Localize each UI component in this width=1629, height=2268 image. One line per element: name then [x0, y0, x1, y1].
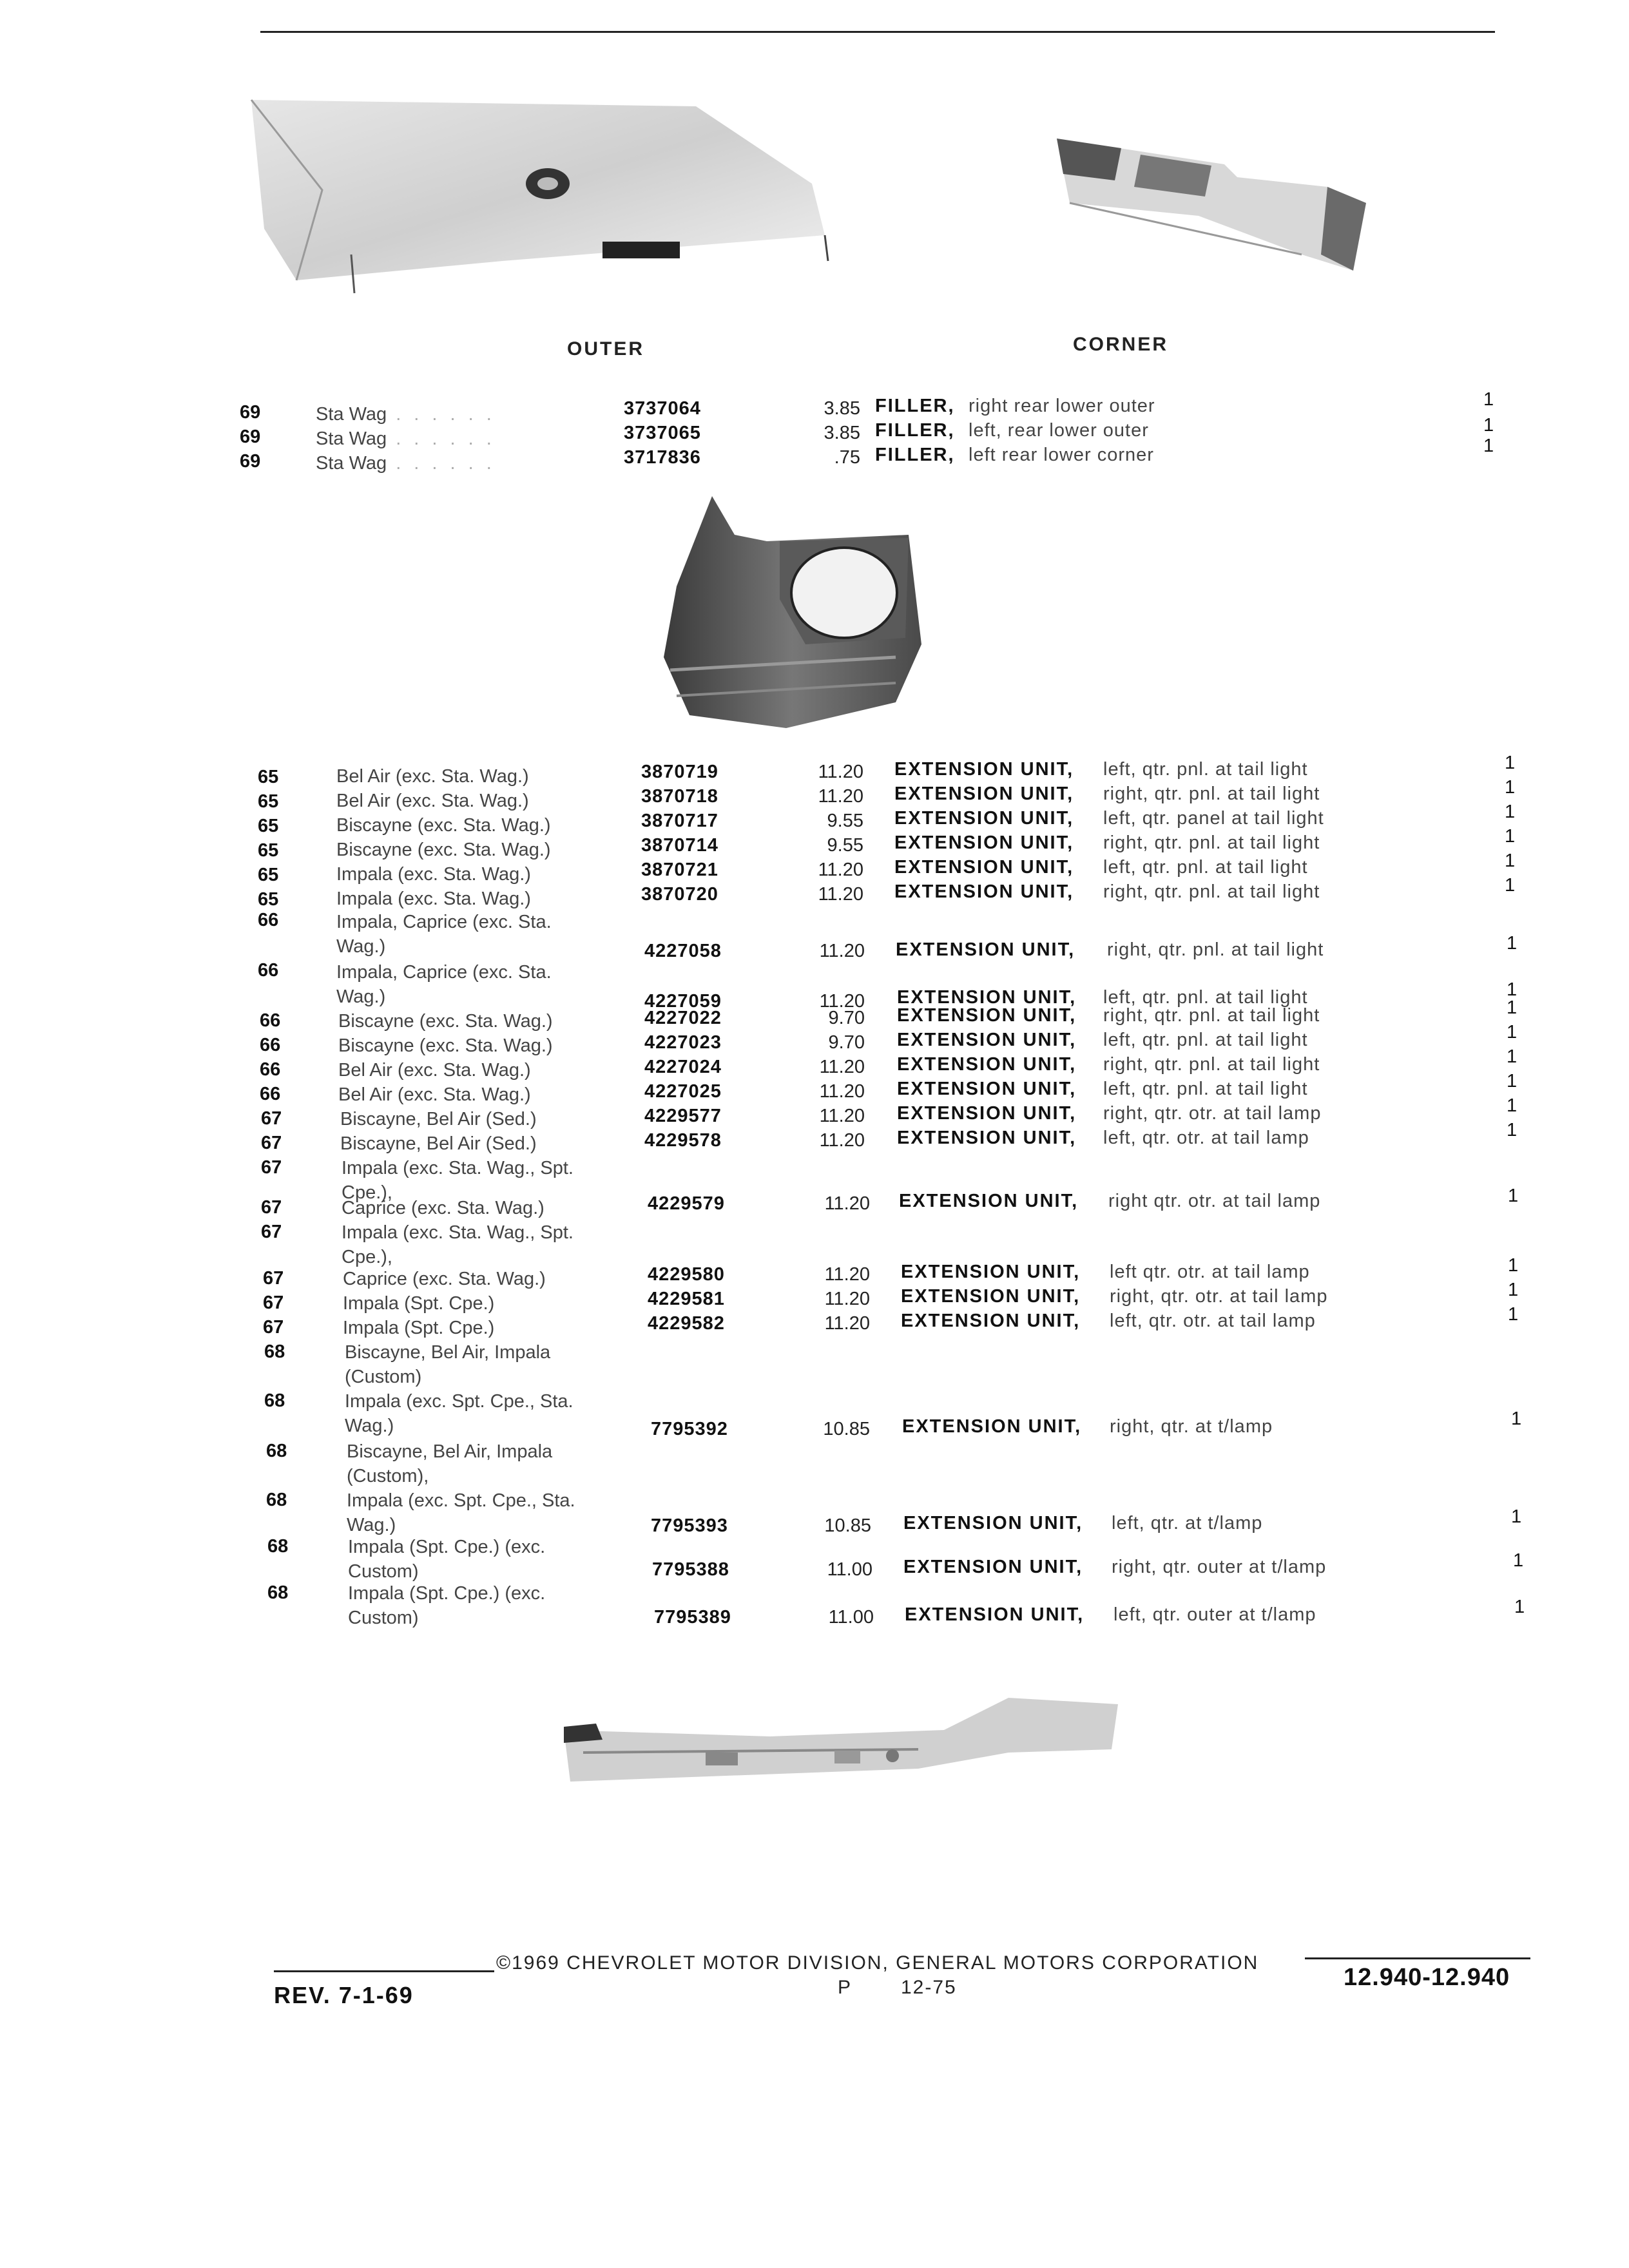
- application-cell: Impala, Caprice (exc. Sta. Wag.): [336, 912, 552, 957]
- quantity-cell: 1: [1507, 1120, 1518, 1140]
- price-cell: 11.20: [819, 1106, 865, 1126]
- quantity-cell: 1: [1505, 826, 1516, 847]
- part-number-cell: 4227059: [644, 991, 722, 1012]
- description-cell: right, qtr. otr. at tail lamp: [1110, 1286, 1328, 1307]
- table-row: [0, 1582, 1629, 1634]
- price-cell: 10.85: [824, 1515, 871, 1536]
- part-number-cell: 3870721: [641, 860, 718, 880]
- description-cell: right rear lower outer: [969, 396, 1155, 416]
- price-cell: 11.20: [818, 786, 863, 807]
- part-number-cell: 3870717: [641, 811, 718, 831]
- application-cell: Impala (exc. Sta. Wag., Spt. Cpe.),: [342, 1158, 574, 1203]
- description-cell: left, qtr. pnl. at tail light: [1103, 1030, 1308, 1050]
- price-cell: 11.20: [824, 1264, 870, 1285]
- price-cell: 9.55: [827, 835, 863, 856]
- part-name-cell: EXTENSION UNIT,: [897, 1103, 1077, 1124]
- part-name-cell: FILLER,: [875, 420, 955, 441]
- price-cell: 3.85: [824, 423, 860, 443]
- application-cell: Bel Air (exc. Sta. Wag.): [336, 766, 529, 787]
- part-number-cell: 4229577: [644, 1106, 722, 1126]
- application-cell: Impala (exc. Spt. Cpe., Sta. Wag.): [347, 1490, 575, 1535]
- year-cell: 68: [266, 1490, 287, 1510]
- application-cell: Caprice (exc. Sta. Wag.): [342, 1198, 545, 1218]
- part-name-cell: EXTENSION UNIT,: [903, 1513, 1083, 1533]
- price-cell: 3.85: [824, 398, 860, 419]
- part-name-cell: EXTENSION UNIT,: [897, 987, 1077, 1008]
- application-cell: Biscayne (exc. Sta. Wag.): [336, 840, 551, 860]
- application-cell: Biscayne, Bel Air (Sed.): [340, 1109, 537, 1129]
- quantity-cell: 1: [1505, 753, 1516, 773]
- price-cell: 11.00: [827, 1559, 872, 1580]
- quantity-cell: 1: [1507, 933, 1518, 954]
- table-row: [0, 1341, 1629, 1393]
- application-cell: Impala (Spt. Cpe.): [343, 1318, 495, 1338]
- description-cell: right, qtr. pnl. at tail light: [1103, 881, 1320, 902]
- part-number-cell: 4229580: [648, 1264, 725, 1285]
- quantity-cell: 1: [1507, 979, 1518, 1000]
- description-cell: left, rear lower outer: [969, 420, 1149, 441]
- quantity-cell: 1: [1505, 802, 1516, 822]
- corner-filler-illustration: [1044, 126, 1379, 280]
- quantity-cell: 1: [1508, 1186, 1519, 1206]
- part-name-cell: FILLER,: [875, 445, 955, 465]
- part-name-cell: EXTENSION UNIT,: [903, 1557, 1083, 1577]
- year-cell: 68: [264, 1341, 285, 1362]
- quantity-cell: 1: [1507, 1022, 1518, 1043]
- quantity-cell: 1: [1483, 415, 1494, 436]
- year-cell: 67: [261, 1157, 282, 1178]
- year-cell: 66: [260, 1010, 281, 1031]
- application-cell: Impala (Spt. Cpe.): [343, 1293, 495, 1314]
- part-number-cell: 3737065: [624, 423, 701, 443]
- description-cell: right qtr. otr. at tail lamp: [1108, 1191, 1321, 1211]
- year-cell: 65: [258, 889, 279, 910]
- description-cell: left, qtr. pnl. at tail light: [1103, 759, 1308, 780]
- description-cell: left, qtr. pnl. at tail light: [1103, 987, 1308, 1008]
- application-cell: Biscayne, Bel Air, Impala (Custom),: [347, 1441, 553, 1486]
- part-number-cell: 3717836: [624, 447, 701, 468]
- table-row: [0, 960, 1629, 1012]
- year-cell: 66: [260, 1035, 281, 1055]
- year-cell: 65: [258, 767, 279, 787]
- table-row: [0, 1441, 1629, 1492]
- price-cell: 11.20: [819, 1057, 865, 1077]
- quantity-cell: 1: [1483, 436, 1494, 456]
- part-number-cell: 7795389: [654, 1607, 731, 1628]
- year-cell: 67: [263, 1293, 284, 1313]
- year-cell: 67: [261, 1222, 282, 1242]
- description-cell: right, qtr. pnl. at tail light: [1103, 783, 1320, 804]
- quantity-cell: 1: [1505, 777, 1516, 798]
- part-name-cell: EXTENSION UNIT,: [894, 783, 1074, 804]
- application-cell: Impala (Spt. Cpe.) (exc. Custom): [348, 1583, 546, 1628]
- price-cell: 11.20: [819, 1130, 865, 1151]
- description-cell: right, qtr. otr. at tail lamp: [1103, 1103, 1322, 1124]
- year-cell: 65: [258, 865, 279, 885]
- part-number-cell: 4227025: [644, 1081, 722, 1102]
- application-cell: Bel Air (exc. Sta. Wag.): [336, 791, 529, 811]
- year-cell: 67: [263, 1317, 284, 1338]
- outer-filler-illustration: [245, 87, 851, 300]
- page-number: 12-75: [901, 1977, 957, 1998]
- price-cell: 11.20: [819, 1081, 865, 1102]
- part-name-cell: EXTENSION UNIT,: [897, 1079, 1077, 1099]
- year-cell: 67: [261, 1108, 282, 1129]
- year-cell: 67: [261, 1197, 282, 1218]
- description-cell: right, qtr. pnl. at tail light: [1103, 832, 1320, 853]
- part-number-cell: 7795388: [652, 1559, 729, 1580]
- year-cell: 67: [263, 1268, 284, 1289]
- price-cell: 11.20: [819, 991, 865, 1012]
- year-cell: 65: [258, 816, 279, 836]
- top-rule: [260, 31, 1495, 33]
- year-cell: 68: [267, 1536, 289, 1557]
- part-number-cell: 3870718: [641, 786, 718, 807]
- price-cell: .75: [834, 447, 860, 468]
- part-number-cell: 7795393: [651, 1515, 728, 1536]
- quantity-cell: 1: [1483, 389, 1494, 410]
- application-cell: Impala, Caprice (exc. Sta. Wag.): [336, 962, 552, 1007]
- part-number-cell: 7795392: [651, 1419, 728, 1439]
- price-cell: 9.70: [828, 1008, 865, 1028]
- quantity-cell: 1: [1507, 1095, 1518, 1116]
- caption-outer: OUTER: [567, 338, 644, 360]
- table-row: [0, 436, 1629, 497]
- part-name-cell: EXTENSION UNIT,: [894, 832, 1074, 853]
- year-cell: 69: [240, 451, 261, 472]
- price-cell: 9.55: [827, 811, 863, 831]
- price-cell: 11.20: [818, 762, 863, 782]
- description-cell: left, qtr. pnl. at tail light: [1103, 857, 1308, 878]
- table-row: [0, 1536, 1629, 1588]
- part-name-cell: EXTENSION UNIT,: [901, 1286, 1081, 1307]
- description-cell: right, qtr. pnl. at tail light: [1103, 1054, 1320, 1075]
- application-cell: Bel Air (exc. Sta. Wag.): [338, 1084, 531, 1105]
- application-cell: Impala (exc. Sta. Wag., Spt. Cpe.),: [342, 1222, 574, 1267]
- price-cell: 11.20: [819, 941, 865, 961]
- application-cell: Biscayne (exc. Sta. Wag.): [336, 815, 551, 836]
- description-cell: left, qtr. pnl. at tail light: [1103, 1079, 1308, 1099]
- application-cell: Impala (exc. Spt. Cpe., Sta. Wag.): [345, 1391, 574, 1436]
- part-number-cell: 4229582: [648, 1313, 725, 1334]
- application-cell: Sta Wag . . .: [316, 427, 599, 451]
- part-number-cell: 4227022: [644, 1008, 722, 1028]
- group-range: 12.940-12.940: [1344, 1964, 1510, 1991]
- application-cell: Biscayne (exc. Sta. Wag.): [338, 1035, 553, 1056]
- year-cell: 66: [260, 1084, 281, 1104]
- quantity-cell: 1: [1507, 997, 1518, 1018]
- description-cell: right, qtr. at t/lamp: [1110, 1416, 1273, 1437]
- part-number-cell: 3870720: [641, 884, 718, 905]
- application-cell: Biscayne, Bel Air, Impala (Custom): [345, 1342, 551, 1387]
- description-cell: left, qtr. otr. at tail lamp: [1110, 1311, 1316, 1331]
- part-number-cell: 4229581: [648, 1289, 725, 1309]
- part-number-cell: 3737064: [624, 398, 701, 419]
- footer-rule-left: [274, 1970, 494, 1972]
- year-cell: 66: [258, 910, 279, 930]
- price-cell: 11.20: [824, 1313, 870, 1334]
- table-row: [0, 1390, 1629, 1442]
- table-row: [0, 1490, 1629, 1541]
- description-cell: left, qtr. panel at tail light: [1103, 808, 1324, 829]
- footer-rule-right: [1305, 1957, 1530, 1959]
- part-name-cell: EXTENSION UNIT,: [901, 1262, 1081, 1282]
- part-number-cell: 4227024: [644, 1057, 722, 1077]
- quantity-cell: 1: [1507, 1071, 1518, 1091]
- part-name-cell: EXTENSION UNIT,: [894, 857, 1074, 878]
- description-cell: right, qtr. pnl. at tail light: [1107, 939, 1324, 960]
- application-cell: Sta Wag . . .: [316, 402, 599, 427]
- caption-corner: CORNER: [1073, 334, 1169, 355]
- description-cell: right, qtr. outer at t/lamp: [1112, 1557, 1327, 1577]
- price-cell: 11.20: [818, 860, 863, 880]
- quantity-cell: 1: [1508, 1304, 1519, 1325]
- application-cell: Caprice (exc. Sta. Wag.): [343, 1269, 546, 1289]
- part-name-cell: EXTENSION UNIT,: [894, 808, 1074, 829]
- quantity-cell: 1: [1511, 1408, 1522, 1429]
- part-number-cell: 3870719: [641, 762, 718, 782]
- part-number-cell: 4227058: [644, 941, 722, 961]
- copyright-text: ©1969 CHEVROLET MOTOR DIVISION, GENERAL MOTORS CORPORATION: [496, 1952, 1259, 1974]
- quantity-cell: 1: [1513, 1550, 1524, 1571]
- application-cell: Bel Air (exc. Sta. Wag.): [338, 1060, 531, 1081]
- description-cell: left, qtr. outer at t/lamp: [1113, 1604, 1316, 1625]
- part-name-cell: EXTENSION UNIT,: [905, 1604, 1084, 1625]
- part-number-cell: 4229579: [648, 1193, 725, 1214]
- year-cell: 66: [258, 960, 279, 981]
- year-cell: 67: [261, 1133, 282, 1153]
- quantity-cell: 1: [1508, 1255, 1519, 1276]
- quantity-cell: 1: [1508, 1280, 1519, 1300]
- price-cell: 9.70: [828, 1032, 865, 1053]
- description-cell: left rear lower corner: [969, 445, 1154, 465]
- application-cell: Impala (exc. Sta. Wag.): [336, 864, 531, 885]
- part-name-cell: EXTENSION UNIT,: [894, 881, 1074, 902]
- extension-unit-illustration: [651, 490, 947, 735]
- part-name-cell: EXTENSION UNIT,: [896, 939, 1075, 960]
- quantity-cell: 1: [1514, 1597, 1525, 1617]
- price-cell: 10.85: [823, 1419, 870, 1439]
- part-number-cell: 3870714: [641, 835, 718, 856]
- quantity-cell: 1: [1511, 1506, 1522, 1527]
- table-row: [0, 910, 1629, 961]
- part-name-cell: EXTENSION UNIT,: [901, 1311, 1081, 1331]
- year-cell: 68: [267, 1582, 289, 1603]
- quantity-cell: 1: [1507, 1046, 1518, 1067]
- revision-label: REV. 7-1-69: [274, 1982, 414, 2008]
- page-prefix: P: [838, 1977, 853, 1998]
- part-name-cell: EXTENSION UNIT,: [897, 1030, 1077, 1050]
- description-cell: right, qtr. pnl. at tail light: [1103, 1005, 1320, 1026]
- description-cell: left, qtr. otr. at tail lamp: [1103, 1128, 1309, 1148]
- year-cell: 65: [258, 791, 279, 812]
- part-name-cell: EXTENSION UNIT,: [902, 1416, 1082, 1437]
- part-name-cell: EXTENSION UNIT,: [897, 1005, 1077, 1026]
- price-cell: 11.00: [828, 1607, 874, 1628]
- price-cell: 11.20: [818, 884, 863, 905]
- quantity-cell: 1: [1505, 850, 1516, 871]
- price-cell: 11.20: [824, 1193, 870, 1214]
- application-cell: Sta Wag . . .: [316, 451, 599, 476]
- part-name-cell: EXTENSION UNIT,: [897, 1054, 1077, 1075]
- price-cell: 11.20: [824, 1289, 870, 1309]
- application-cell: Impala (Spt. Cpe.) (exc. Custom): [348, 1537, 546, 1582]
- description-cell: left qtr. otr. at tail lamp: [1110, 1262, 1310, 1282]
- year-cell: 66: [260, 1059, 281, 1080]
- year-cell: 68: [266, 1441, 287, 1461]
- part-name-cell: FILLER,: [875, 396, 955, 416]
- extension-rail-illustration: [557, 1691, 1124, 1788]
- year-cell: 65: [258, 840, 279, 861]
- year-cell: 69: [240, 427, 261, 447]
- part-number-cell: 4229578: [644, 1130, 722, 1151]
- part-name-cell: EXTENSION UNIT,: [899, 1191, 1079, 1211]
- application-cell: Biscayne (exc. Sta. Wag.): [338, 1011, 553, 1032]
- application-cell: Biscayne, Bel Air (Sed.): [340, 1133, 537, 1154]
- application-cell: Impala (exc. Sta. Wag.): [336, 889, 531, 909]
- part-name-cell: EXTENSION UNIT,: [897, 1128, 1077, 1148]
- part-name-cell: EXTENSION UNIT,: [894, 759, 1074, 780]
- year-cell: 68: [264, 1390, 285, 1411]
- description-cell: left, qtr. at t/lamp: [1112, 1513, 1263, 1533]
- part-number-cell: 4227023: [644, 1032, 722, 1053]
- year-cell: 69: [240, 402, 261, 423]
- quantity-cell: 1: [1505, 875, 1516, 896]
